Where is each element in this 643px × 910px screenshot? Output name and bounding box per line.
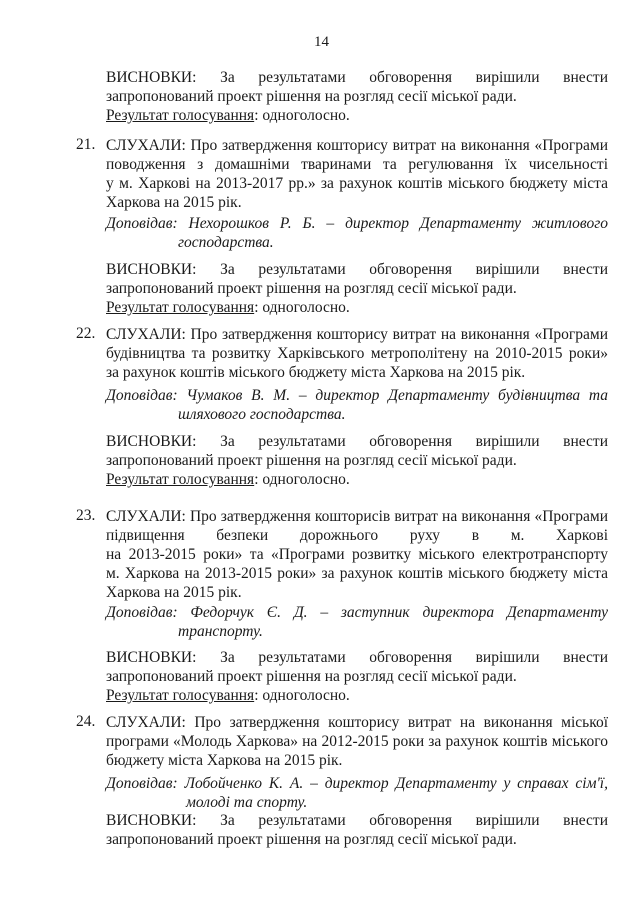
speaker-line: транспорту. xyxy=(178,623,263,640)
voting-result xyxy=(106,106,608,125)
voting-result-value: : одноголосно. xyxy=(254,107,350,124)
item-number: 22. xyxy=(76,325,96,342)
item-heard xyxy=(106,325,608,382)
item-number: 23. xyxy=(76,507,96,524)
speaker-line: молоді та спорту. xyxy=(186,794,308,811)
heard-line: будівництва та розвитку Харківського метрополітену на 2010-2015 роки» xyxy=(106,345,608,362)
speaker-line: шляхового господарства. xyxy=(178,406,346,423)
item-heard xyxy=(106,136,608,212)
speaker-line: господарства. xyxy=(178,234,274,251)
speaker xyxy=(106,214,608,252)
heard-line: програми «Молодь Харкова» на 2012-2015 роки за рахунок коштів міського xyxy=(106,733,608,750)
heard-line: бюджету міста Харкова на 2015 рік. xyxy=(106,752,343,769)
item-number: 24. xyxy=(76,713,96,730)
heard-line: СЛУХАЛИ: Про затвердження кошторису витрат на виконання «Програми xyxy=(106,137,608,154)
conclusion-block xyxy=(106,648,608,705)
voting-result xyxy=(106,686,608,705)
heard-line: за рахунок коштів міського бюджету міста Харкова на 2015 рік. xyxy=(106,364,526,381)
heard-line: Харкова на 2015 рік. xyxy=(106,584,242,601)
conclusion-line: ВИСНОВКИ: За результатами обговорення вирішили внести xyxy=(106,433,608,450)
conclusion-line: запропонований проект рішення на розгляд сесії міської ради. xyxy=(106,88,517,105)
conclusion-line: ВИСНОВКИ: За результатами обговорення вирішили внести xyxy=(106,261,608,278)
item-heard xyxy=(106,507,608,602)
voting-result xyxy=(106,298,608,317)
voting-result xyxy=(106,470,608,489)
conclusion-block xyxy=(106,811,608,849)
voting-result-label: Результат голосування xyxy=(106,107,255,124)
heard-line: на 2013-2015 роки» та «Програми розвитку міського електротранспорту xyxy=(106,546,608,563)
heard-line: СЛУХАЛИ: Про затвердження кошторису витрат на виконання «Програми xyxy=(106,326,608,343)
voting-result-label: Результат голосування xyxy=(106,687,255,704)
voting-result-value: : одноголосно. xyxy=(254,471,350,488)
speaker-line: Доповідав: Нехорошков Р. Б. – директор Департаменту житлового xyxy=(106,215,608,232)
heard-line: підвищення безпеки дорожнього руху в м. Харкові xyxy=(106,527,608,544)
voting-result-value: : одноголосно. xyxy=(254,687,350,704)
conclusion-line: ВИСНОВКИ: За результатами обговорення вирішили внести xyxy=(106,649,608,666)
heard-line: Харкова на 2015 рік. xyxy=(106,194,242,211)
heard-line: у м. Харкові на 2013-2017 рр.» за рахунок коштів міського бюджету міста xyxy=(106,175,608,192)
speaker-line: Доповідав: Лобойченко К. А. – директор Департаменту у справах сім'ї, xyxy=(106,775,608,792)
conclusion-block xyxy=(106,432,608,489)
conclusion-line: запропонований проект рішення на розгляд сесії міської ради. xyxy=(106,668,517,685)
heard-line: м. Харкова на 2013-2015 роки» за рахунок коштів міського бюджету міста xyxy=(106,565,608,582)
voting-result-label: Результат голосування xyxy=(106,471,255,488)
speaker-line: Доповідав: Федорчук Є. Д. – заступник директора Департаменту xyxy=(106,604,608,621)
speaker xyxy=(106,603,608,641)
speaker xyxy=(106,774,608,812)
item-heard xyxy=(106,713,608,770)
item-number: 21. xyxy=(76,136,96,153)
conclusion-line: запропонований проект рішення на розгляд сесії міської ради. xyxy=(106,831,517,848)
conclusion-line: запропонований проект рішення на розгляд сесії міської ради. xyxy=(106,280,517,297)
voting-result-label: Результат голосування xyxy=(106,299,255,316)
conclusion-block xyxy=(106,260,608,317)
conclusion-line: ВИСНОВКИ: За результатами обговорення вирішили внести xyxy=(106,812,608,829)
heard-line: СЛУХАЛИ: Про затвердження кошторисів витрат на виконання «Програми xyxy=(106,508,608,525)
speaker xyxy=(106,386,608,424)
heard-line: поводження з домашніми тваринами та регулювання їх чисельності xyxy=(106,156,608,173)
page-number: 14 xyxy=(314,34,329,50)
conclusion-block xyxy=(106,68,608,125)
heard-line: СЛУХАЛИ: Про затвердження кошторису витрат на виконання міської xyxy=(106,714,608,731)
speaker-line: Доповідав: Чумаков В. М. – директор Департаменту будівництва та xyxy=(106,387,608,404)
conclusion-line: запропонований проект рішення на розгляд сесії міської ради. xyxy=(106,452,517,469)
voting-result-value: : одноголосно. xyxy=(254,299,350,316)
conclusion-line: ВИСНОВКИ: За результатами обговорення вирішили внести xyxy=(106,69,608,86)
